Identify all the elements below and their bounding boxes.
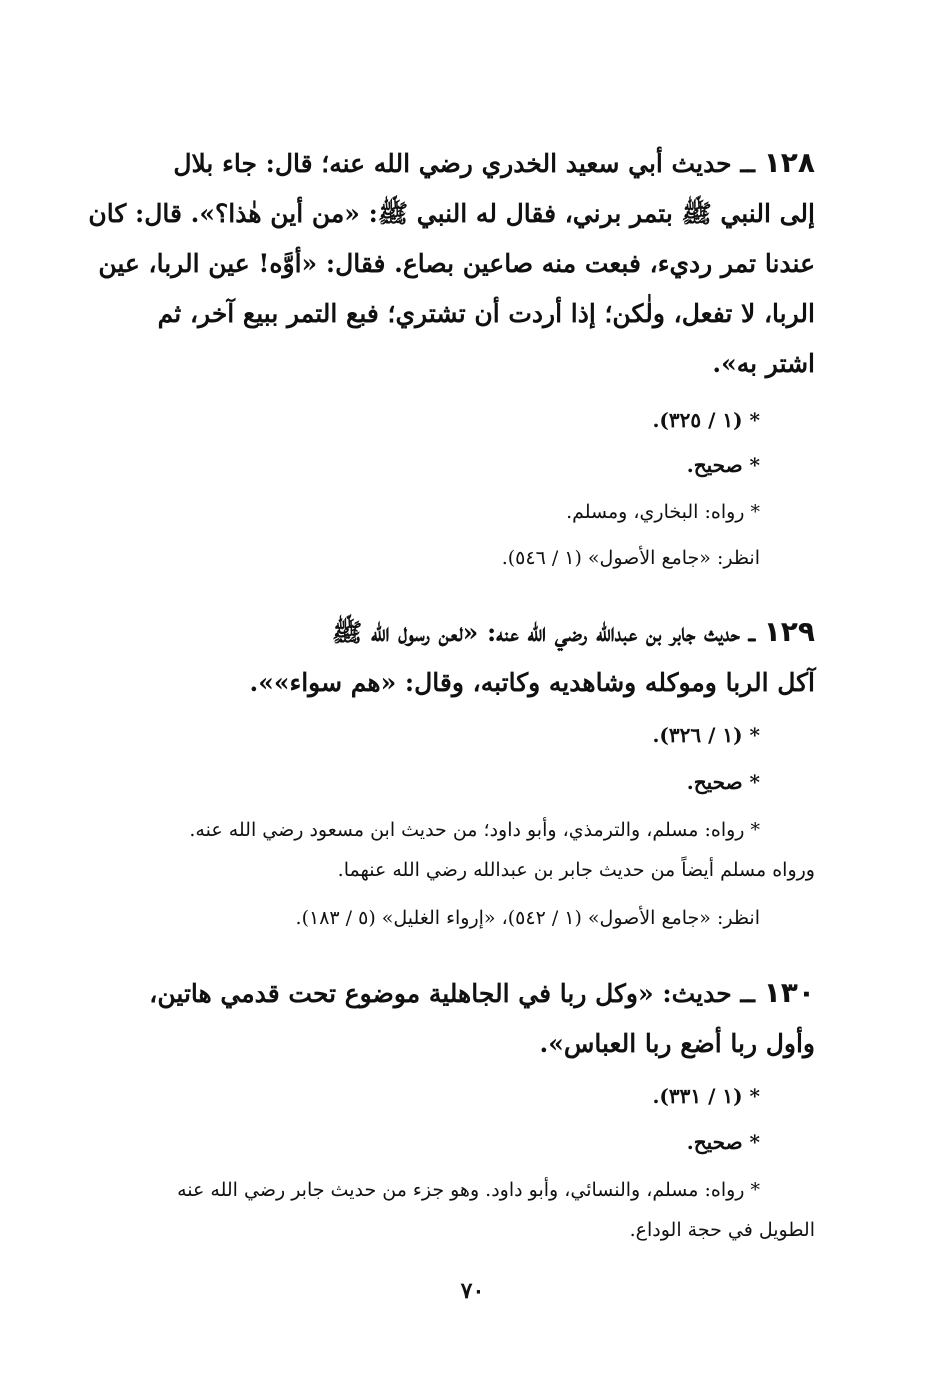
hadith-number: ١٢٩ <box>763 615 815 648</box>
hadith-129-see-also: انظر: «جامع الأصول» (١ / ٥٤٢)، «إرواء الغليل» (٥ / ١٨٣). <box>295 907 760 929</box>
hadith-128-grade: * صحيح. <box>686 453 760 477</box>
hadith-line: ١٣٠ ــ حديث: «وكل ربا في الجاهلية موضوع تحت قدمي هاتين، <box>149 976 815 1009</box>
hadith-line: آكل الربا وموكله وشاهديه وكاتبه، وقال: «هم سواء»». <box>249 668 815 697</box>
hadith-number: ١٣٠ <box>763 976 815 1009</box>
hadith-line: ١٢٨ ــ حديث أبي سعيد الخدري رضي الله عنه؛ قال: جاء بلال <box>173 146 815 179</box>
hadith-130-narration: * رواه: مسلم، والنسائي، وأبو داود. وهو جزء من حديث جابر رضي الله عنه الطويل في حجة الوداع. <box>177 1179 815 1241</box>
hadith-128-text <box>88 138 815 389</box>
hadith-128-see-also: انظر: «جامع الأصول» (١ / ٥٤٦). <box>501 547 760 569</box>
hadith-line: وأول ربا أضع ربا العباس». <box>539 1029 815 1058</box>
hadith-line: عندنا تمر رديء، فبعت منه صاعين بصاع. فقال: «أوَّه! عين الربا، عين <box>98 249 815 278</box>
hadith-130-text <box>95 968 815 1069</box>
hadith-line: ١٢٩ ــ حديث جابر بن عبدالله رضي الله عنه: «لعن رسول الله ﷺ <box>332 615 815 648</box>
hadith-130-grade: * صحيح. <box>686 1130 760 1154</box>
hadith-128-reference: * (١ / ٣٢٥). <box>652 408 760 432</box>
hadith-130-reference: * (١ / ٣٣١). <box>652 1084 760 1108</box>
hadith-129-text <box>95 607 815 708</box>
hadith-129-reference: * (١ / ٣٢٦). <box>652 723 760 747</box>
hadith-129-grade: * صحيح. <box>686 770 760 794</box>
hadith-line: إلى النبي ﷺ بتمر برني، فقال له النبي ﷺ: «من أين هٰذا؟». قال: كان <box>88 199 815 228</box>
hadith-129-narration: * رواه: مسلم، والترمذي، وأبو داود؛ من حديث ابن مسعود رضي الله عنه. ورواه مسلم أيضاً من حديث جابر بن عبدالله رضي الله عنهما. <box>189 819 815 881</box>
hadith-128-narration: * رواه: البخاري، ومسلم. <box>566 501 760 523</box>
hadith-number: ١٢٨ <box>763 146 815 179</box>
hadith-line: الربا، لا تفعل، ولٰكن؛ إذا أردت أن تشتري؛ فبع التمر ببيع آخر، ثم <box>157 299 815 328</box>
page-number: ٧٠ <box>460 1278 485 1304</box>
hadith-line: اشتر به». <box>712 349 815 378</box>
